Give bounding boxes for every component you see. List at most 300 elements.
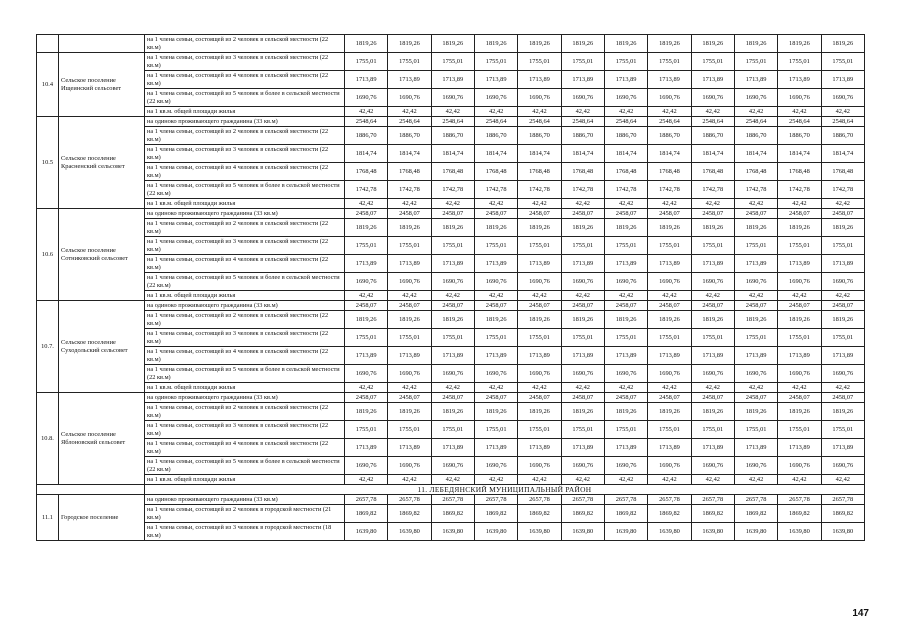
value-cell: 1814,74 [734, 145, 777, 163]
section-number: 10.5 [37, 117, 59, 209]
value-cell: 1755,01 [821, 329, 864, 347]
value-cell: 2458,07 [431, 393, 474, 403]
table-row [37, 301, 865, 311]
settlement-name: Сельское поселение Сотниковский сельсовет [59, 209, 145, 301]
value-cell: 1755,01 [604, 237, 647, 255]
value-cell: 42,42 [648, 199, 691, 209]
housing-cost-table [36, 34, 865, 541]
row-description: на 1 члена семьи, состоящей из 5 человек и более в сельской местности (22 кв.м) [145, 457, 345, 475]
value-cell: 1869,82 [604, 505, 647, 523]
value-cell: 2458,07 [518, 209, 561, 219]
row-description: на 1 члена семьи, состоящей из 5 человек и более в сельской местности (22 кв.м) [145, 273, 345, 291]
table-row [37, 329, 865, 347]
value-cell: 1768,48 [691, 163, 734, 181]
value-cell: 1690,76 [691, 273, 734, 291]
value-cell: 1713,89 [648, 439, 691, 457]
value-cell: 1755,01 [345, 53, 388, 71]
value-cell: 42,42 [474, 383, 517, 393]
value-cell: 1819,26 [604, 403, 647, 421]
value-cell: 1819,26 [431, 311, 474, 329]
value-cell: 1690,76 [345, 365, 388, 383]
value-cell: 2548,64 [821, 117, 864, 127]
value-cell: 42,42 [345, 199, 388, 209]
value-cell: 1755,01 [388, 329, 431, 347]
value-cell: 1886,70 [345, 127, 388, 145]
value-cell: 1713,89 [778, 255, 821, 273]
value-cell: 1819,26 [518, 35, 561, 53]
value-cell: 1755,01 [648, 329, 691, 347]
value-cell: 1690,76 [474, 457, 517, 475]
value-cell: 1755,01 [734, 329, 777, 347]
value-cell: 1713,89 [388, 71, 431, 89]
value-cell: 1768,48 [778, 163, 821, 181]
value-cell: 1755,01 [734, 237, 777, 255]
value-cell: 1713,89 [388, 347, 431, 365]
value-cell: 1713,89 [734, 71, 777, 89]
value-cell: 1690,76 [345, 273, 388, 291]
row-description: на 1 кв.м. общей площади жилья [145, 199, 345, 209]
value-cell: 1768,48 [474, 163, 517, 181]
value-cell: 1755,01 [691, 421, 734, 439]
value-cell: 1690,76 [431, 365, 474, 383]
value-cell: 2458,07 [821, 301, 864, 311]
value-cell: 1639,80 [604, 523, 647, 541]
value-cell: 1690,76 [431, 273, 474, 291]
value-cell: 42,42 [518, 199, 561, 209]
value-cell: 1755,01 [518, 237, 561, 255]
value-cell: 1755,01 [518, 421, 561, 439]
settlement-name [59, 35, 145, 53]
value-cell: 42,42 [734, 107, 777, 117]
settlement-name: Сельское поселение Яблоновский сельсовет [59, 393, 145, 485]
table-row [37, 53, 865, 71]
value-cell: 1819,26 [388, 403, 431, 421]
value-cell: 2458,07 [691, 301, 734, 311]
value-cell: 1713,89 [604, 255, 647, 273]
value-cell: 1690,76 [778, 457, 821, 475]
table-row [37, 439, 865, 457]
row-description: на 1 члена семьи, состоящей из 3 человек в сельской местности (22 кв.м) [145, 329, 345, 347]
value-cell: 1819,26 [345, 35, 388, 53]
table-row [37, 347, 865, 365]
value-cell: 2657,78 [388, 495, 431, 505]
value-cell: 2458,07 [518, 393, 561, 403]
value-cell: 1690,76 [518, 457, 561, 475]
table-row [37, 89, 865, 107]
value-cell: 2458,07 [345, 209, 388, 219]
value-cell: 1755,01 [345, 237, 388, 255]
value-cell: 1742,78 [821, 181, 864, 199]
value-cell: 1755,01 [821, 237, 864, 255]
value-cell: 1869,82 [691, 505, 734, 523]
value-cell: 1690,76 [778, 365, 821, 383]
value-cell: 42,42 [345, 107, 388, 117]
value-cell: 42,42 [518, 291, 561, 301]
value-cell: 2548,64 [518, 117, 561, 127]
value-cell: 1819,26 [388, 35, 431, 53]
value-cell: 1869,82 [778, 505, 821, 523]
value-cell: 1768,48 [604, 163, 647, 181]
value-cell: 1819,26 [431, 35, 474, 53]
value-cell: 1713,89 [604, 439, 647, 457]
value-cell: 42,42 [345, 291, 388, 301]
table-row [37, 523, 865, 541]
value-cell: 1742,78 [604, 181, 647, 199]
value-cell: 1713,89 [345, 439, 388, 457]
value-cell: 1819,26 [345, 311, 388, 329]
value-cell: 1690,76 [388, 89, 431, 107]
value-cell: 1819,26 [821, 403, 864, 421]
value-cell: 1713,89 [388, 439, 431, 457]
value-cell: 2458,07 [604, 301, 647, 311]
value-cell: 2458,07 [821, 393, 864, 403]
table-row [37, 199, 865, 209]
row-description: на 1 члена семьи, состоящей из 3 человек в городской местности (18 кв.м) [145, 523, 345, 541]
value-cell: 2458,07 [691, 209, 734, 219]
value-cell: 1713,89 [345, 71, 388, 89]
row-description: на 1 члена семьи, состоящей из 4 человек в сельской местности (22 кв.м) [145, 347, 345, 365]
value-cell: 42,42 [388, 291, 431, 301]
value-cell: 1639,80 [431, 523, 474, 541]
value-cell: 1690,76 [561, 457, 604, 475]
value-cell: 1768,48 [734, 163, 777, 181]
row-description: на 1 кв.м. общей площади жилья [145, 107, 345, 117]
value-cell: 2458,07 [345, 393, 388, 403]
value-cell: 1755,01 [734, 421, 777, 439]
value-cell: 42,42 [691, 107, 734, 117]
value-cell: 1819,26 [518, 403, 561, 421]
value-cell: 1713,89 [474, 439, 517, 457]
value-cell: 42,42 [648, 107, 691, 117]
value-cell: 42,42 [734, 199, 777, 209]
value-cell: 1713,89 [518, 439, 561, 457]
table-row [37, 495, 865, 505]
value-cell: 1713,89 [561, 347, 604, 365]
value-cell: 2657,78 [518, 495, 561, 505]
row-description: на 1 члена семьи, состоящей из 2 человек в сельской местности (22 кв.м) [145, 219, 345, 237]
value-cell: 1713,89 [431, 71, 474, 89]
value-cell: 42,42 [778, 475, 821, 485]
value-cell: 1713,89 [691, 347, 734, 365]
value-cell: 1713,89 [734, 439, 777, 457]
value-cell: 1690,76 [604, 365, 647, 383]
value-cell: 1690,76 [604, 457, 647, 475]
value-cell: 2548,64 [734, 117, 777, 127]
row-description: на 1 кв.м. общей площади жилья [145, 383, 345, 393]
row-description: на одиноко проживающего гражданина (33 кв.м) [145, 301, 345, 311]
value-cell: 1713,89 [648, 71, 691, 89]
page-number: 147 [852, 608, 869, 619]
value-cell: 1755,01 [474, 53, 517, 71]
value-cell: 1690,76 [561, 365, 604, 383]
value-cell: 1690,76 [734, 457, 777, 475]
value-cell: 1690,76 [431, 89, 474, 107]
value-cell: 1713,89 [604, 71, 647, 89]
value-cell: 1742,78 [518, 181, 561, 199]
value-cell: 42,42 [431, 383, 474, 393]
value-cell: 2548,64 [648, 117, 691, 127]
row-description: на одиноко проживающего гражданина (33 кв.м) [145, 495, 345, 505]
value-cell: 1713,89 [345, 347, 388, 365]
value-cell: 1755,01 [561, 237, 604, 255]
value-cell: 42,42 [778, 199, 821, 209]
table-row [37, 505, 865, 523]
value-cell: 42,42 [474, 475, 517, 485]
value-cell: 1713,89 [604, 347, 647, 365]
section-number: 11.1 [37, 495, 59, 541]
value-cell: 1639,80 [778, 523, 821, 541]
value-cell: 42,42 [604, 475, 647, 485]
value-cell: 2548,64 [691, 117, 734, 127]
value-cell: 1713,89 [691, 71, 734, 89]
row-description: на 1 члена семьи, состоящей из 4 человек в сельской местности (22 кв.м) [145, 255, 345, 273]
value-cell: 42,42 [431, 475, 474, 485]
value-cell: 42,42 [518, 475, 561, 485]
value-cell: 1713,89 [518, 255, 561, 273]
value-cell: 1755,01 [431, 421, 474, 439]
value-cell: 1690,76 [604, 273, 647, 291]
value-cell: 2458,07 [734, 301, 777, 311]
value-cell: 1819,26 [604, 219, 647, 237]
value-cell: 1814,74 [821, 145, 864, 163]
table-row [37, 255, 865, 273]
value-cell: 2458,07 [474, 209, 517, 219]
value-cell: 1690,76 [734, 273, 777, 291]
value-cell: 42,42 [604, 383, 647, 393]
table-row [37, 209, 865, 219]
value-cell: 1713,89 [345, 255, 388, 273]
row-description: на одиноко проживающего гражданина (33 кв.м) [145, 117, 345, 127]
value-cell: 1886,70 [388, 127, 431, 145]
value-cell: 2657,78 [648, 495, 691, 505]
value-cell: 1755,01 [691, 329, 734, 347]
value-cell: 1814,74 [604, 145, 647, 163]
value-cell: 2657,78 [734, 495, 777, 505]
value-cell: 1819,26 [821, 35, 864, 53]
value-cell: 42,42 [474, 291, 517, 301]
value-cell: 42,42 [388, 475, 431, 485]
value-cell: 1713,89 [821, 347, 864, 365]
value-cell: 1742,78 [691, 181, 734, 199]
row-description: на 1 члена семьи, состоящей из 2 человек в сельской местности (22 кв.м) [145, 311, 345, 329]
value-cell: 1755,01 [648, 237, 691, 255]
value-cell: 1690,76 [345, 89, 388, 107]
value-cell: 1819,26 [561, 311, 604, 329]
settlement-name: Сельское поселение Ищеинский сельсовет [59, 53, 145, 117]
value-cell: 1819,26 [734, 35, 777, 53]
value-cell: 1742,78 [734, 181, 777, 199]
row-description: на 1 члена семьи, состоящей из 2 человек в сельской местности (22 кв.м) [145, 35, 345, 53]
value-cell: 1819,26 [778, 219, 821, 237]
value-cell: 2657,78 [691, 495, 734, 505]
value-cell: 42,42 [561, 291, 604, 301]
value-cell: 1690,76 [821, 89, 864, 107]
value-cell: 2548,64 [778, 117, 821, 127]
value-cell: 1755,01 [431, 329, 474, 347]
value-cell: 42,42 [821, 383, 864, 393]
value-cell: 1886,70 [518, 127, 561, 145]
value-cell: 42,42 [431, 107, 474, 117]
value-cell: 1755,01 [474, 421, 517, 439]
row-description: на 1 члена семьи, состоящей из 3 человек в сельской местности (22 кв.м) [145, 421, 345, 439]
value-cell: 1690,76 [691, 457, 734, 475]
value-cell: 1819,26 [648, 311, 691, 329]
value-cell: 42,42 [821, 291, 864, 301]
value-cell: 1869,82 [821, 505, 864, 523]
value-cell: 1713,89 [431, 255, 474, 273]
value-cell: 2458,07 [648, 209, 691, 219]
value-cell: 1742,78 [561, 181, 604, 199]
value-cell: 1886,70 [691, 127, 734, 145]
value-cell: 1690,76 [648, 89, 691, 107]
value-cell: 1690,76 [691, 365, 734, 383]
value-cell: 1886,70 [821, 127, 864, 145]
value-cell: 1690,76 [345, 457, 388, 475]
value-cell: 1713,89 [474, 255, 517, 273]
value-cell: 1690,76 [648, 457, 691, 475]
value-cell: 42,42 [691, 199, 734, 209]
value-cell: 42,42 [345, 475, 388, 485]
value-cell: 1713,89 [561, 255, 604, 273]
value-cell: 42,42 [778, 107, 821, 117]
value-cell: 42,42 [604, 291, 647, 301]
value-cell: 1755,01 [778, 237, 821, 255]
value-cell: 2458,07 [734, 393, 777, 403]
value-cell: 2458,07 [518, 301, 561, 311]
value-cell: 2458,07 [648, 393, 691, 403]
value-cell: 1819,26 [474, 219, 517, 237]
value-cell: 1819,26 [778, 311, 821, 329]
value-cell: 2458,07 [474, 393, 517, 403]
value-cell: 2458,07 [474, 301, 517, 311]
settlement-name: Сельское поселение Суходольский сельсовет [59, 301, 145, 393]
value-cell: 1819,26 [648, 219, 691, 237]
value-cell: 42,42 [561, 107, 604, 117]
value-cell: 1819,26 [561, 403, 604, 421]
section-number: 10.4 [37, 53, 59, 117]
value-cell: 1690,76 [734, 365, 777, 383]
table-row [37, 219, 865, 237]
value-cell: 1819,26 [691, 35, 734, 53]
value-cell: 1713,89 [648, 347, 691, 365]
value-cell: 1755,01 [648, 53, 691, 71]
value-cell: 1690,76 [821, 273, 864, 291]
value-cell: 42,42 [388, 383, 431, 393]
value-cell: 1755,01 [518, 53, 561, 71]
value-cell: 1819,26 [604, 311, 647, 329]
value-cell: 1713,89 [691, 439, 734, 457]
value-cell: 1755,01 [778, 421, 821, 439]
value-cell: 2548,64 [345, 117, 388, 127]
table-row [37, 127, 865, 145]
value-cell: 1713,89 [821, 255, 864, 273]
row-description: на 1 кв.м. общей площади жилья [145, 291, 345, 301]
value-cell: 1755,01 [431, 53, 474, 71]
value-cell: 2458,07 [778, 393, 821, 403]
value-cell: 1690,76 [691, 89, 734, 107]
value-cell: 2548,64 [388, 117, 431, 127]
value-cell: 2458,07 [691, 393, 734, 403]
value-cell: 42,42 [734, 475, 777, 485]
value-cell: 1869,82 [648, 505, 691, 523]
value-cell: 42,42 [691, 383, 734, 393]
value-cell: 1713,89 [431, 439, 474, 457]
table-row [37, 365, 865, 383]
value-cell: 1713,89 [561, 439, 604, 457]
table-row [37, 421, 865, 439]
table-row [37, 35, 865, 53]
value-cell: 1639,80 [474, 523, 517, 541]
value-cell: 1819,26 [648, 403, 691, 421]
value-cell: 42,42 [518, 107, 561, 117]
value-cell: 1819,26 [431, 403, 474, 421]
value-cell: 1819,26 [518, 311, 561, 329]
value-cell: 1755,01 [345, 329, 388, 347]
value-cell: 2657,78 [345, 495, 388, 505]
value-cell: 1690,76 [648, 365, 691, 383]
value-cell: 2458,07 [345, 301, 388, 311]
value-cell: 1713,89 [734, 255, 777, 273]
value-cell: 1713,89 [561, 71, 604, 89]
value-cell: 1869,82 [734, 505, 777, 523]
value-cell: 1755,01 [388, 421, 431, 439]
value-cell: 42,42 [474, 199, 517, 209]
value-cell: 1713,89 [388, 255, 431, 273]
value-cell: 2458,07 [734, 209, 777, 219]
row-description: на 1 члена семьи, состоящей из 2 человек в сельской местности (22 кв.м) [145, 127, 345, 145]
value-cell: 1713,89 [778, 71, 821, 89]
value-cell: 1690,76 [518, 273, 561, 291]
value-cell: 2458,07 [604, 393, 647, 403]
value-cell: 1755,01 [691, 53, 734, 71]
value-cell: 1755,01 [691, 237, 734, 255]
value-cell: 1742,78 [388, 181, 431, 199]
value-cell: 42,42 [821, 107, 864, 117]
table-row [37, 237, 865, 255]
value-cell: 1639,80 [648, 523, 691, 541]
table-row [37, 71, 865, 89]
table-row [37, 273, 865, 291]
value-cell: 1690,76 [604, 89, 647, 107]
value-cell: 1768,48 [561, 163, 604, 181]
value-cell: 1713,89 [821, 439, 864, 457]
value-cell: 1755,01 [604, 329, 647, 347]
value-cell: 1869,82 [474, 505, 517, 523]
value-cell: 1819,26 [388, 311, 431, 329]
value-cell: 1742,78 [431, 181, 474, 199]
value-cell: 1639,80 [561, 523, 604, 541]
row-description: на 1 члена семьи, состоящей из 2 человек в городской местности (21 кв.м) [145, 505, 345, 523]
value-cell: 1768,48 [388, 163, 431, 181]
value-cell: 1690,76 [518, 89, 561, 107]
value-cell: 42,42 [648, 475, 691, 485]
row-description: на 1 члена семьи, состоящей из 3 человек в сельской местности (22 кв.м) [145, 237, 345, 255]
value-cell: 1755,01 [474, 237, 517, 255]
value-cell: 1886,70 [604, 127, 647, 145]
section-number: 10.8. [37, 393, 59, 485]
value-cell: 1690,76 [561, 89, 604, 107]
value-cell: 1639,80 [518, 523, 561, 541]
value-cell: 1755,01 [518, 329, 561, 347]
value-cell: 1755,01 [474, 329, 517, 347]
value-cell: 1819,26 [648, 35, 691, 53]
value-cell: 1690,76 [388, 365, 431, 383]
value-cell: 2548,64 [474, 117, 517, 127]
value-cell: 2458,07 [388, 393, 431, 403]
value-cell: 1713,89 [691, 255, 734, 273]
value-cell: 1713,89 [778, 347, 821, 365]
value-cell: 1886,70 [561, 127, 604, 145]
